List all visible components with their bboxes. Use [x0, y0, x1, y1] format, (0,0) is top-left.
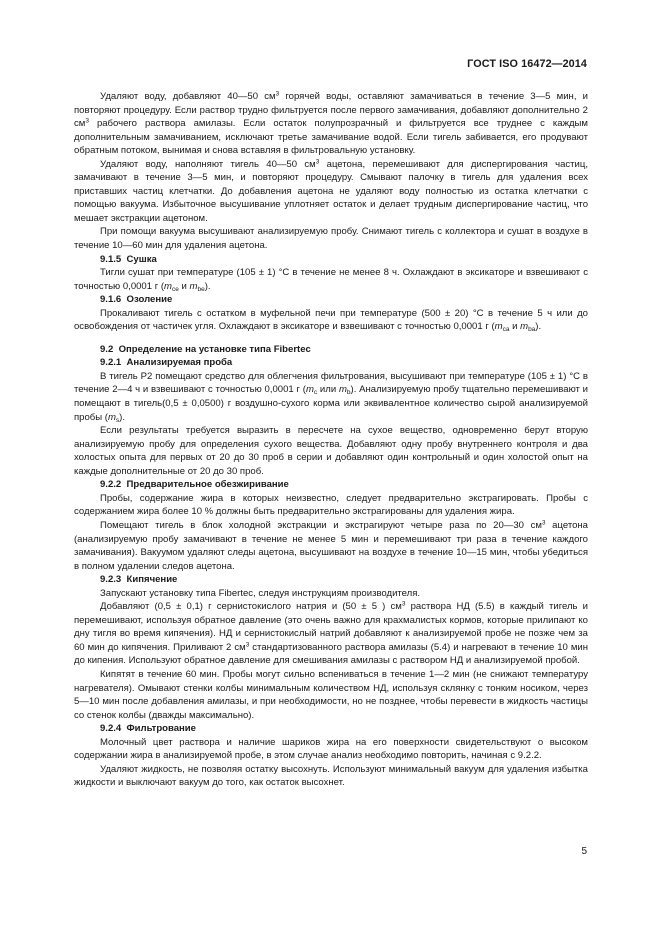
- paragraph: Запускают установку типа Fibertec, следуя инструкциям производителя.: [100, 587, 421, 599]
- paragraph: В тигель P2 помещают средство для облегчения фильтрования, высушивают при температуре (105 ± 1) °С в течение 2—4 ч и взвешивают с точностью 0,0001 г ($m_c$ или $m_b$). Анализируемую пробу тщательно перемешивают и помещают в тигель(0,5 ± 0,0500) г воздушно-сухого корма или эквивалентное количество сырой анализируемой пробы $(m_s)$.: [74, 370, 589, 424]
- paragraph: Помещают тигель в блок холодной экстракции и экстрагируют четыре раза по 20—30 $см^3$ ацетона (анализируемую пробу замачивают в течение не менее 5 мин и перемешивают три раза в течение каждого замачивания). Вакуумом удаляют следы ацетона, высушивают на воздухе в течение 10—15 мин, чтобы убедиться в полном удалении следов ацетона.: [74, 519, 588, 572]
- paragraph: Удаляют жидкость, не позволяя остатку высохнуть. Используют минимальный вакуум для удаления избытка жидкости и выключают вакуум до того, как остаток высохнет.: [74, 763, 588, 789]
- paragraph: Пробы, содержание жира в которых неизвестно, следует предварительно экстрагировать. Пробы с содержанием жира более 10 % должны быть предварительно экстрагированы для удаления жира.: [74, 492, 588, 518]
- paragraph: Добавляют (0,5 ± 0,1) г сернистокислого натрия и (50 ± 5 ) $см^3$ раствора НД (5.5) в каждый тигель и перемешивают, используя обратное давление (это очень важно для крахмалистых кормов, которые прилипают ко дну тигля во время кипячения). НД и сернистокислый натрий добавляют к анализируемой пробе не позже чем за 60 мин до кипячения. Приливают 2 $см^3$ стандартизованного раствора амилазы (5.4) и нагревают в течение 10 мин до кипения. Используют обратное давление для смешивания амилазы с раствором НД и анализируемой пробой.: [74, 600, 589, 667]
- section-heading: 9.2.1 Анализируемая проба: [100, 357, 233, 369]
- section-heading: 9.1.6 Озоление: [100, 294, 173, 306]
- document-body: [74, 90, 588, 790]
- paragraph: Кипятят в течение 60 мин. Пробы могут сильно вспениваться в течение 1—2 мин (не снижают температуру нагревателя). Омывают стенки колбы минимальным количеством НД, используя склянку с тонким носиком, через 5—10 мин после добавления амилазы, и при необходимости, но не позднее, чтобы перевести в жидкость частицы со стенок колбы (дважды максимально).: [74, 668, 588, 721]
- section-heading: 9.2.3 Кипячение: [100, 574, 178, 586]
- paragraph: При помощи вакуума высушивают анализируемую пробу. Снимают тигель с коллектора и сушат в воздухе в течение 10—60 мин для удаления ацетона.: [74, 226, 588, 252]
- paragraph: Удаляют воду, добавляют 40—50 $см^3$ горячей воды, оставляют замачиваться в течение 3—5 мин, и повторяют процедуру. Если раствор трудно фильтруется после первого замачивания, добавляют дополнительно 2 $см^3$ рабочего раствора амилазы. Если остаток полупрозрачный и фильтруется все труднее с каждым дополнительным замачиванием, исключают третье замачивание водой. Если тигель забивается, его продувают обратным потоком, вынимая и снова вставляя в фильтровальную установку.: [74, 90, 588, 157]
- section-heading: 9.2 Определение на установке типа Fibertec: [100, 343, 311, 355]
- paragraph: Удаляют воду, наполняют тигель 40—50 $см^3$ ацетона, перемешивают для диспергирования частиц, замачивают в течение 3—5 мин, и повторяют процедуру. Смывают палочку в тигель для удаления всех приставших частиц клетчатки. До добавления ацетона не удаляют воду полностью из остатка клетчатки с помощью вакуума. Избыточное высушивание уплотняет остаток и делает трудным диспергирование частиц, что мешает экстракции ацетоном.: [74, 158, 589, 224]
- paragraph: Прокаливают тигель с остатком в муфельной печи при температуре (500 ± 20) °С в течение 5 ч или до освобождения от частичек угля. Охлаждают в эксикаторе и взвешивают с точностью 0,0001 г ($m_{ca}$ и $m_{ba}$).: [74, 307, 588, 334]
- paragraph: Если результаты требуется выразить в пересчете на сухое вещество, одновременно берут вторую анализируемую пробу для определения сухого вещества. Добавляют одну пробу внутреннего контроля и два холостых опыта для первых от 20 до 30 проб в серии и добавляют один контрольный и один холостой опыт на каждые дополнительные от 20 до 30 проб.: [74, 425, 588, 477]
- section-heading: 9.1.5 Сушка: [100, 253, 157, 265]
- paragraph: Тигли сушат при температуре (105 ± 1) °С в течение не менее 8 ч. Охлаждают в эксикаторе и взвешивают с точностью 0,0001 г ($m_{ce}$ и $m_{be}$).: [74, 267, 588, 293]
- paragraph: Молочный цвет раствора и наличие шариков жира на его поверхности свидетельствуют о высоком содержании жира в анализируемой пробе, в этом случае анализ необходимо повторить, начиная с 9.2.2.: [74, 736, 588, 762]
- section-heading: 9.2.4 Фильтрование: [100, 723, 196, 735]
- section-heading: 9.2.2 Предварительное обезжиривание: [100, 479, 289, 491]
- page-number: 5: [581, 846, 587, 857]
- standard-code-header: ГОСТ ISO 16472—2014: [467, 58, 587, 70]
